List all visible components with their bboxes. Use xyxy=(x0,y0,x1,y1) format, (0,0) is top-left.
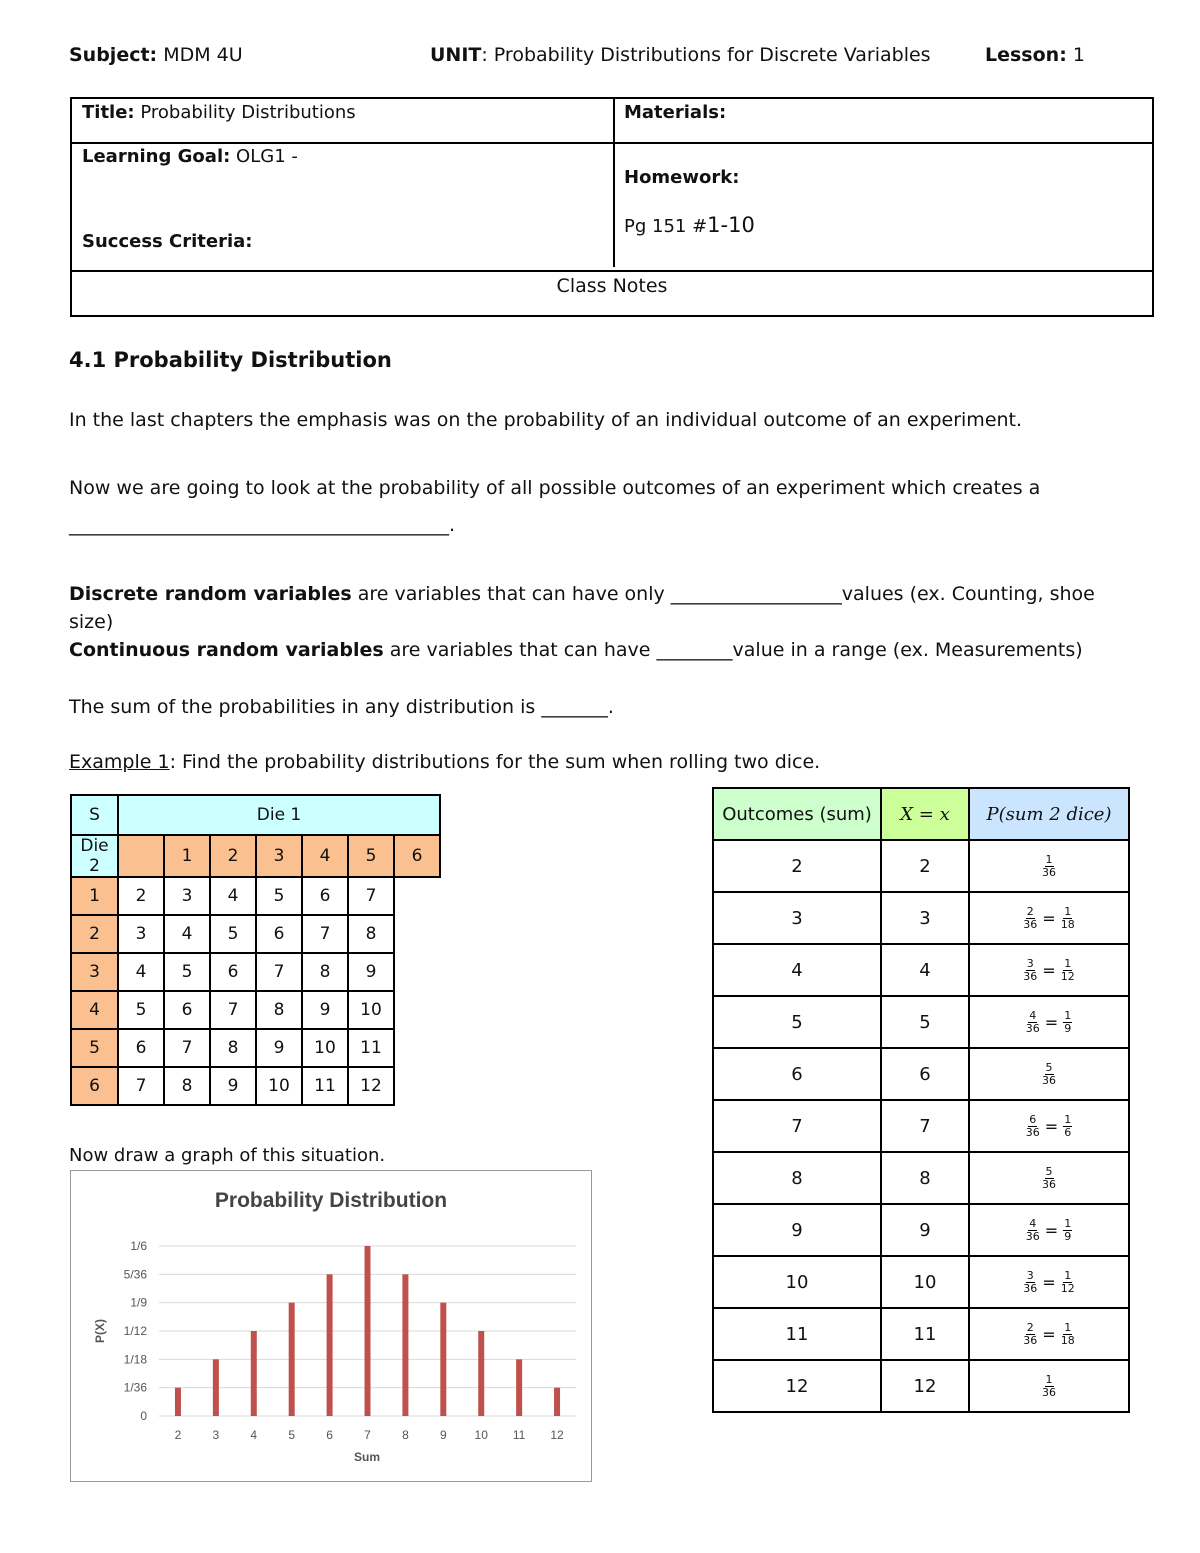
example-text: : Find the probability distributions for the sum when rolling two dice. xyxy=(169,751,821,773)
outcome-x: 4 xyxy=(881,944,969,996)
sum-cell: 8 xyxy=(348,915,394,953)
sum-cell: 11 xyxy=(348,1029,394,1067)
sum-cell: 10 xyxy=(348,991,394,1029)
sum-cell: 10 xyxy=(256,1067,302,1105)
dice-sum-table xyxy=(70,794,441,1106)
outcome-probability: $\frac{3}{36}$ = $\frac{1}{12}$ xyxy=(969,1256,1129,1308)
para-all-outcomes: Now we are going to look at the probability of all possible outcomes of an experiment which creates a xyxy=(69,477,1041,499)
outcome-x: 12 xyxy=(881,1360,969,1412)
sum-cell: 9 xyxy=(210,1067,256,1105)
chart-bar xyxy=(478,1331,484,1416)
lesson-line xyxy=(985,44,1085,66)
x-header: X = x xyxy=(881,788,969,840)
chart-x-tick-label: 4 xyxy=(250,1428,258,1442)
chart-y-tick-label: 1/18 xyxy=(123,1352,147,1367)
sum-cell: 3 xyxy=(164,877,210,915)
sum-cell: 8 xyxy=(164,1067,210,1105)
chart-title: Probability Distribution xyxy=(214,1189,448,1212)
outcome-row xyxy=(713,1152,1129,1204)
subject-value: MDM 4U xyxy=(163,44,243,66)
chart-bar xyxy=(516,1359,522,1416)
outcome-x: 8 xyxy=(881,1152,969,1204)
fraction: $\frac{5}{36}$ xyxy=(1042,1164,1056,1191)
outcome-probability xyxy=(969,1152,1129,1204)
continuous-term: Continuous random variables xyxy=(69,639,384,661)
sum-cell: 7 xyxy=(164,1029,210,1067)
sum-cell: 4 xyxy=(164,915,210,953)
sum-cell: 3 xyxy=(118,915,164,953)
fraction: $\frac{1}{9}$ xyxy=(1064,1216,1072,1243)
die1-value: 2 xyxy=(210,835,256,877)
materials-label: Materials: xyxy=(624,102,727,123)
sum-cell: 6 xyxy=(210,953,256,991)
chart-bar xyxy=(175,1388,181,1416)
outcome-probability xyxy=(969,1360,1129,1412)
chart-bar xyxy=(289,1303,295,1416)
outcome-probability xyxy=(969,1048,1129,1100)
graph-prompt: Now draw a graph of this situation. xyxy=(69,1145,386,1166)
sum-cell: 6 xyxy=(118,1029,164,1067)
discrete-term: Discrete random variables xyxy=(69,583,352,605)
outcome-row xyxy=(713,1308,1129,1360)
p-header: P(sum 2 dice) xyxy=(969,788,1129,840)
outcome-row xyxy=(713,1360,1129,1412)
chart-y-tick-label: 1/9 xyxy=(130,1295,147,1310)
chart-x-tick-label: 10 xyxy=(474,1428,488,1442)
outcome-row xyxy=(713,1204,1129,1256)
chart-x-tick-label: 7 xyxy=(364,1428,371,1442)
sum-cell: 4 xyxy=(118,953,164,991)
chart-y-tick-label: 0 xyxy=(140,1409,147,1423)
sum-cell: 5 xyxy=(164,953,210,991)
fraction: $\frac{1}{6}$ xyxy=(1064,1112,1072,1139)
sum-cell: 6 xyxy=(256,915,302,953)
outcome-row xyxy=(713,1256,1129,1308)
outcome-sum: 3 xyxy=(713,892,881,944)
chart-x-tick-label: 6 xyxy=(326,1428,333,1442)
fraction: $\frac{4}{36}$ xyxy=(1025,1216,1040,1243)
fraction: $\frac{1}{36}$ xyxy=(1042,852,1056,879)
outcome-probability: $\frac{4}{36}$ = $\frac{1}{9}$ xyxy=(969,1204,1129,1256)
outcome-probability: $\frac{2}{36}$ = $\frac{1}{18}$ xyxy=(969,892,1129,944)
sum-cell: 7 xyxy=(256,953,302,991)
chart-xlabel: Sum xyxy=(353,1450,381,1464)
learning-goal-label: Learning Goal: xyxy=(82,146,231,167)
fraction: $\frac{1}{12}$ xyxy=(1060,1268,1075,1295)
homework-label: Homework: xyxy=(624,167,740,188)
lesson-info-box xyxy=(70,97,1154,317)
class-notes-label: Class Notes xyxy=(556,275,668,297)
chart-svg xyxy=(71,1171,591,1481)
example-label: Example 1 xyxy=(69,751,170,773)
discrete-text-cont: size) xyxy=(69,611,114,633)
sum-cell: 9 xyxy=(348,953,394,991)
die2-value: 6 xyxy=(71,1067,118,1105)
subject-label: Subject: xyxy=(69,44,158,66)
outcome-x: 3 xyxy=(881,892,969,944)
probability-chart xyxy=(70,1170,592,1482)
lesson-value: 1 xyxy=(1072,44,1085,66)
sum-cell: 12 xyxy=(348,1067,394,1105)
die1-value: 5 xyxy=(348,835,394,877)
outcome-x: 7 xyxy=(881,1100,969,1152)
discrete-definition xyxy=(69,583,1149,605)
outcome-sum: 4 xyxy=(713,944,881,996)
sum-probabilities: The sum of the probabilities in any distribution is _______. xyxy=(69,696,614,718)
fraction: $\frac{1}{36}$ xyxy=(1042,1372,1056,1399)
sum-cell: 7 xyxy=(118,1067,164,1105)
lesson-label: Lesson: xyxy=(985,44,1067,66)
die2-value: 1 xyxy=(71,877,118,915)
grid-corner: S xyxy=(71,795,118,835)
outcome-probability: $\frac{4}{36}$ = $\frac{1}{9}$ xyxy=(969,996,1129,1048)
sum-cell: 8 xyxy=(210,1029,256,1067)
chart-bar xyxy=(440,1303,446,1416)
fraction: $\frac{2}{36}$ xyxy=(1023,904,1038,931)
homework-prefix: Pg 151 # xyxy=(624,216,708,237)
outcome-row xyxy=(713,1048,1129,1100)
outcome-probability: $\frac{6}{36}$ = $\frac{1}{6}$ xyxy=(969,1100,1129,1152)
chart-y-tick-label: 1/6 xyxy=(130,1239,147,1253)
chart-y-tick-label: 1/36 xyxy=(123,1380,147,1395)
outcome-row xyxy=(713,892,1129,944)
chart-bar xyxy=(402,1274,408,1416)
sum-cell: 5 xyxy=(118,991,164,1029)
fraction: $\frac{1}{12}$ xyxy=(1060,956,1075,983)
outcome-sum: 7 xyxy=(713,1100,881,1152)
chart-x-tick-label: 5 xyxy=(288,1428,296,1442)
fraction: $\frac{1}{18}$ xyxy=(1060,904,1075,931)
chart-x-tick-label: 2 xyxy=(174,1428,182,1442)
chart-x-tick-label: 9 xyxy=(439,1428,447,1442)
fraction: $\frac{5}{36}$ xyxy=(1042,1060,1056,1087)
fraction: $\frac{1}{18}$ xyxy=(1060,1320,1075,1347)
sum-cell: 7 xyxy=(348,877,394,915)
outcome-sum: 12 xyxy=(713,1360,881,1412)
die2-header: Die 2 xyxy=(71,835,118,877)
homework-range: 1-10 xyxy=(707,213,755,237)
example-line xyxy=(69,751,820,773)
chart-ylabel: P(X) xyxy=(93,1319,107,1343)
unit-value: : Probability Distributions for Discrete Variables xyxy=(481,44,931,66)
outcome-x: 6 xyxy=(881,1048,969,1100)
sum-cell: 10 xyxy=(302,1029,348,1067)
outcome-probability xyxy=(969,840,1129,892)
success-criteria-label: Success Criteria: xyxy=(82,231,253,252)
sum-cell: 4 xyxy=(210,877,256,915)
sum-cell: 11 xyxy=(302,1067,348,1105)
chart-bar xyxy=(327,1274,333,1416)
unit-label: UNIT xyxy=(430,44,482,66)
section-heading: 4.1 Probability Distribution xyxy=(69,348,392,372)
fraction: $\frac{3}{36}$ xyxy=(1023,956,1038,983)
subject-line xyxy=(69,44,243,66)
outcome-x: 2 xyxy=(881,840,969,892)
sum-cell: 8 xyxy=(256,991,302,1029)
sum-cell: 7 xyxy=(302,915,348,953)
outcome-sum: 2 xyxy=(713,840,881,892)
chart-bar xyxy=(365,1246,371,1416)
outcome-probability: $\frac{2}{36}$ = $\frac{1}{18}$ xyxy=(969,1308,1129,1360)
learning-goal-cell xyxy=(82,146,298,167)
fraction: $\frac{3}{36}$ xyxy=(1023,1268,1038,1295)
chart-y-tick-label: 5/36 xyxy=(123,1267,147,1282)
discrete-text: are variables that can have only __________________values (ex. Counting, shoe xyxy=(351,583,1095,605)
sum-cell: 2 xyxy=(118,877,164,915)
blank-line: ________________________________________. xyxy=(69,514,456,536)
title-cell xyxy=(82,102,356,123)
sum-cell: 9 xyxy=(256,1029,302,1067)
outcome-sum: 5 xyxy=(713,996,881,1048)
grid-empty-corner xyxy=(118,835,164,877)
outcome-row xyxy=(713,996,1129,1048)
die1-value: 1 xyxy=(164,835,210,877)
chart-x-tick-label: 11 xyxy=(512,1428,526,1442)
sum-cell: 9 xyxy=(302,991,348,1029)
sum-cell: 8 xyxy=(302,953,348,991)
chart-bar xyxy=(554,1388,560,1416)
sum-cell: 5 xyxy=(210,915,256,953)
continuous-text: are variables that can have ________value in a range (ex. Measurements) xyxy=(383,639,1083,661)
die1-header: Die 1 xyxy=(118,795,440,835)
outcome-x: 11 xyxy=(881,1308,969,1360)
die1-value: 3 xyxy=(256,835,302,877)
die2-value: 3 xyxy=(71,953,118,991)
sum-cell: 6 xyxy=(164,991,210,1029)
outcome-sum: 10 xyxy=(713,1256,881,1308)
outcome-row xyxy=(713,840,1129,892)
outcome-x: 10 xyxy=(881,1256,969,1308)
homework-value xyxy=(624,213,755,237)
outcome-row xyxy=(713,944,1129,996)
chart-bar xyxy=(213,1359,219,1416)
outcome-sum: 9 xyxy=(713,1204,881,1256)
para-individual-outcome: In the last chapters the emphasis was on the probability of an individual outcome of an experiment. xyxy=(69,409,1023,431)
chart-x-tick-label: 8 xyxy=(402,1428,409,1442)
title-value: Probability Distributions xyxy=(140,102,356,123)
fraction: $\frac{6}{36}$ xyxy=(1025,1112,1040,1139)
die2-value: 2 xyxy=(71,915,118,953)
die1-value: 4 xyxy=(302,835,348,877)
outcomes-table xyxy=(712,787,1130,1413)
chart-x-tick-label: 12 xyxy=(550,1428,564,1442)
outcome-x: 9 xyxy=(881,1204,969,1256)
sum-cell: 7 xyxy=(210,991,256,1029)
die1-value: 6 xyxy=(394,835,440,877)
chart-x-tick-label: 3 xyxy=(212,1428,220,1442)
title-label: Title: xyxy=(82,102,135,123)
outcomes-header: Outcomes (sum) xyxy=(713,788,881,840)
outcome-sum: 8 xyxy=(713,1152,881,1204)
outcome-sum: 11 xyxy=(713,1308,881,1360)
unit-line xyxy=(430,44,931,66)
chart-y-tick-label: 1/12 xyxy=(123,1324,147,1338)
continuous-definition xyxy=(69,639,1083,661)
fraction: $\frac{1}{9}$ xyxy=(1064,1008,1072,1035)
fraction: $\frac{2}{36}$ xyxy=(1023,1320,1038,1347)
die2-value: 5 xyxy=(71,1029,118,1067)
sum-cell: 6 xyxy=(302,877,348,915)
outcome-x: 5 xyxy=(881,996,969,1048)
outcome-probability: $\frac{3}{36}$ = $\frac{1}{12}$ xyxy=(969,944,1129,996)
outcome-sum: 6 xyxy=(713,1048,881,1100)
learning-goal-value: OLG1 - xyxy=(236,146,298,167)
die2-value: 4 xyxy=(71,991,118,1029)
outcome-row xyxy=(713,1100,1129,1152)
chart-bar xyxy=(251,1331,257,1416)
sum-cell: 5 xyxy=(256,877,302,915)
fraction: $\frac{4}{36}$ xyxy=(1025,1008,1040,1035)
